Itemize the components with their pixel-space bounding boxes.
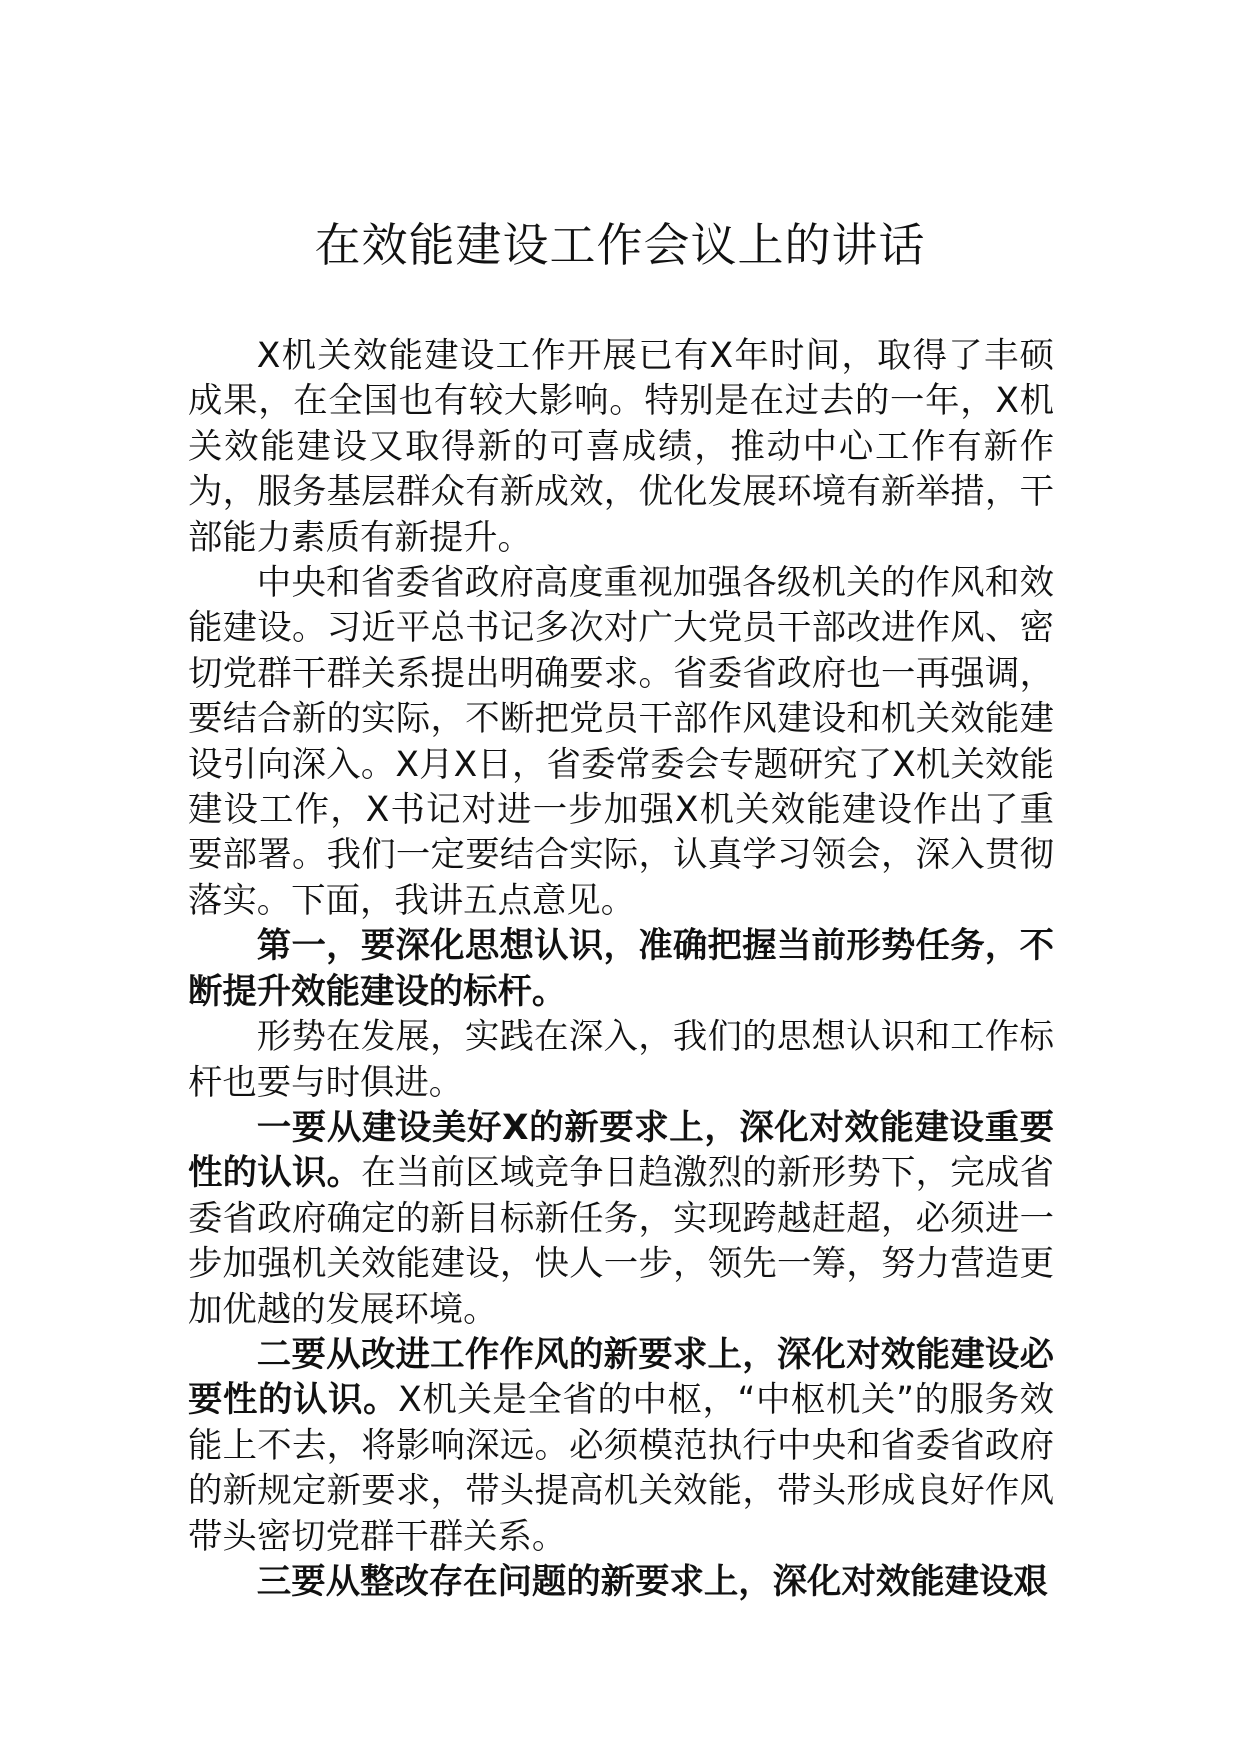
paragraph-5-text: 在当前区域竞争日趋激烈的新形势下，完成省委省政府确定的新目标新任务，实现跨越赶超，必须进一步加强机关效能建设，快人一步，领先一筹，努力营造更加优越的发展环境。 [188, 1153, 1054, 1330]
paragraph-6 [188, 1333, 1054, 1560]
paragraph-7 [188, 1560, 1054, 1605]
section-heading-1-text: 第一，要深化思想认识，准确把握当前形势任务，不断提升效能建设的标杆。 [188, 926, 1054, 1012]
paragraph-1 [188, 334, 1054, 561]
paragraph-5 [188, 1106, 1054, 1333]
paragraph-1-text: X机关效能建设工作开展已有X年时间，取得了丰硕成果，在全国也有较大影响。特别是在过去的一年，X机关效能建设又取得新的可喜成绩，推动中心工作有新作为，服务基层群众有新成效，优化发展环境有新举措，干部能力素质有新提升。 [188, 336, 1054, 558]
document-title: 在效能建设工作会议上的讲话 [314, 218, 926, 272]
paragraph-2 [188, 561, 1054, 924]
section-heading-1 [188, 924, 1054, 1015]
paragraph-7-lead: 三要从整改存在问题的新要求上，深化对效能建设艰 [256, 1561, 1048, 1602]
document-body [188, 334, 1054, 1605]
paragraph-2-text: 中央和省委省政府高度重视加强各级机关的作风和效能建设。习近平总书记多次对广大党员干部改进作风、密切党群干群关系提出明确要求。省委省政府也一再强调，要结合新的实际，不断把党员干部作风建设和机关效能建设引向深入。X月X日，省委常委会专题研究了X机关效能建设工作，X书记对进一步加强X机关效能建设作出了重要部署。我们一定要结合实际，认真学习领会，深入贯彻落实。下面，我讲五点意见。 [188, 563, 1054, 921]
paragraph-4 [188, 1015, 1054, 1106]
paragraph-4-text: 形势在发展，实践在深入，我们的思想认识和工作标杆也要与时俱进。 [188, 1017, 1054, 1103]
paragraph-5-lead: 一要从建设美好X的新要求上，深化对效能建设重要性的认识。 [188, 1107, 1054, 1194]
paragraph-6-lead: 二要从改进工作作风的新要求上，深化对效能建设必要性的认识。 [188, 1334, 1054, 1421]
paragraph-6-text: X机关是全省的中枢，“中枢机关”的服务效能上不去，将影响深远。必须模范执行中央和省委省政府的新规定新要求，带头提高机关效能，带头形成良好作风带头密切党群干群关系。 [188, 1380, 1054, 1557]
